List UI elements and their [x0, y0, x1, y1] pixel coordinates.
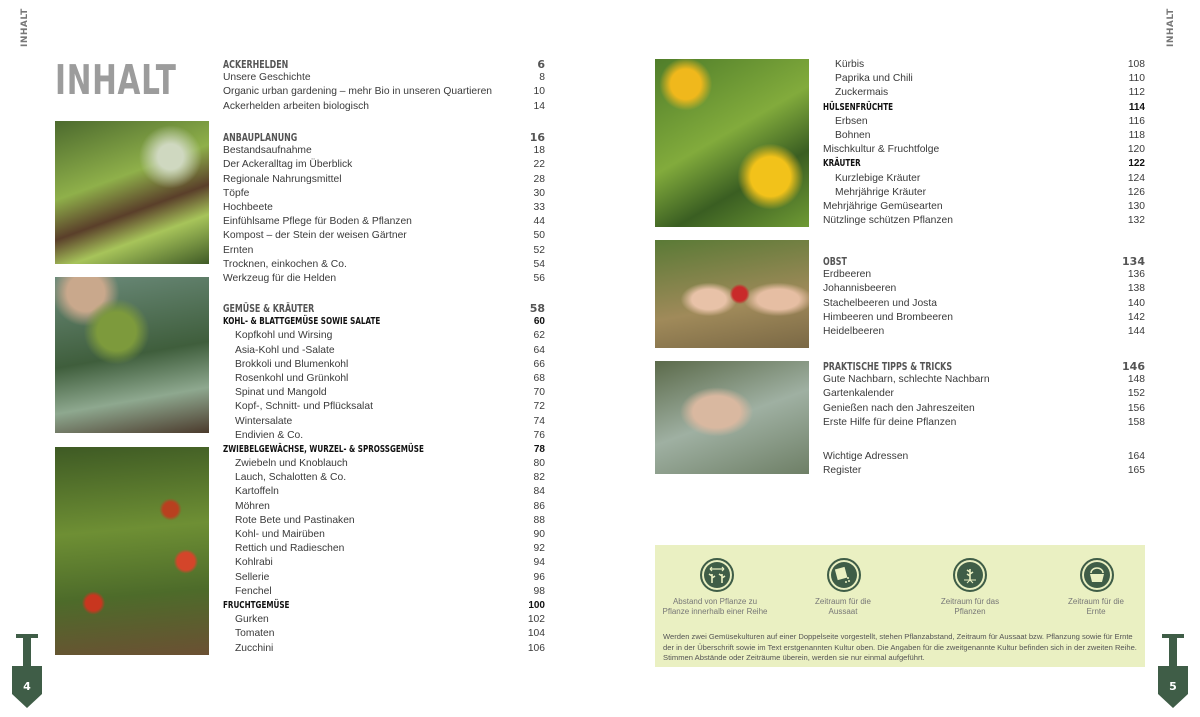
toc-page-number: 28 — [533, 173, 545, 185]
toc-entry-title: Rosenkohl und Grünkohl — [235, 372, 349, 384]
toc-page-number: 102 — [527, 614, 545, 626]
toc-page-number: 144 — [1127, 325, 1145, 337]
seedling-icon — [953, 558, 987, 592]
shovel-icon-left — [12, 634, 42, 708]
legend-caption-planting: Zeitraum für das Pflanzen — [940, 597, 1000, 616]
toc-page-number: 110 — [1128, 73, 1145, 85]
toc-page-number: 78 — [533, 443, 545, 455]
toc-entry[interactable] — [223, 556, 545, 570]
toc-entry[interactable] — [823, 72, 1145, 86]
legend-box — [655, 545, 1145, 667]
toc-entry-title: KOHL- & BLATTGEMÜSE SOWIE SALATE — [223, 316, 381, 328]
toc-page-number: 74 — [533, 415, 545, 427]
toc-entry[interactable] — [823, 297, 1145, 311]
toc-page-number: 122 — [1128, 158, 1145, 170]
toc-page-number: 66 — [533, 358, 545, 370]
toc-entry-title: Kartoffeln — [235, 486, 279, 498]
toc-entry[interactable] — [223, 272, 545, 286]
toc-page-number: 58 — [529, 302, 545, 315]
toc-entry[interactable] — [823, 143, 1145, 157]
toc-entry[interactable] — [223, 372, 545, 386]
toc-entry-title: Lauch, Schalotten & Co. — [235, 472, 347, 484]
toc-page-number: 6 — [537, 58, 545, 71]
toc-entry[interactable] — [823, 186, 1145, 200]
toc-page-number: 16 — [529, 131, 545, 144]
toc-entry-title: Zucchini — [235, 642, 274, 654]
toc-page-number: 156 — [1127, 402, 1145, 414]
toc-entry[interactable] — [823, 311, 1145, 325]
toc-page-number: 70 — [533, 387, 545, 399]
running-head-left: INHALT — [20, 8, 30, 47]
toc-entry-title: Himbeeren und Brombeeren — [823, 311, 953, 323]
toc-page-number: 158 — [1127, 416, 1145, 428]
toc-entry[interactable] — [823, 402, 1145, 416]
toc-entry-title: Spinat und Mangold — [235, 387, 327, 399]
toc-entry-title: Gurken — [235, 614, 269, 626]
toc-entry[interactable] — [223, 187, 545, 201]
toc-entry-title: Kohlrabi — [235, 557, 273, 569]
toc-page-number: 148 — [1127, 374, 1145, 386]
seed-packet-icon — [827, 558, 861, 592]
toc-section — [823, 58, 1145, 228]
toc-entry[interactable] — [223, 173, 545, 187]
legend-caption-harvest: Zeitraum für die Ernte — [1067, 597, 1125, 616]
running-head-right: INHALT — [1166, 8, 1176, 47]
toc-entry-title: Bestandsaufnahme — [223, 145, 312, 157]
toc-entry-title: Trocknen, einkochen & Co. — [223, 258, 347, 270]
toc-entry-title: Nützlinge schützen Pflanzen — [823, 215, 953, 227]
toc-entry-title: ANBAUPLANUNG — [223, 131, 298, 144]
toc-entry[interactable] — [223, 642, 545, 656]
toc-entry-title: Fenchel — [235, 585, 272, 597]
toc-entry[interactable] — [223, 386, 545, 400]
toc-entry[interactable] — [823, 172, 1145, 186]
photo-broccoli — [55, 277, 209, 433]
toc-page-number: 104 — [527, 628, 545, 640]
toc-entry[interactable] — [823, 268, 1145, 282]
toc-entry[interactable] — [823, 214, 1145, 228]
toc-page-number: 108 — [1127, 59, 1145, 70]
toc-entry[interactable] — [223, 244, 545, 258]
toc-entry-title: Mehrjährige Gemüsearten — [823, 200, 943, 212]
toc-page-number: 84 — [533, 486, 545, 498]
toc-entry-title: Werkzeug für die Helden — [223, 272, 337, 284]
toc-page-number: 134 — [1122, 255, 1145, 268]
toc-page-number: 124 — [1127, 172, 1145, 184]
toc-page-number: 152 — [1127, 388, 1145, 400]
toc-entry[interactable] — [823, 325, 1145, 339]
toc-entry[interactable] — [823, 282, 1145, 296]
toc-entry[interactable] — [223, 215, 545, 229]
toc-entry[interactable] — [223, 71, 545, 85]
toc-entry[interactable] — [223, 85, 545, 99]
toc-entry[interactable] — [823, 450, 1145, 464]
toc-entry[interactable] — [823, 416, 1145, 430]
toc-entry-title: Erbsen — [835, 115, 868, 127]
toc-page-number: 88 — [533, 514, 545, 526]
toc-section — [223, 301, 545, 656]
toc-page-number: 90 — [533, 529, 545, 541]
photo-strawberries — [655, 240, 809, 348]
toc-entry[interactable] — [823, 387, 1145, 401]
toc-entry-title: Zwiebeln und Knoblauch — [235, 458, 348, 470]
toc-page-number: 86 — [533, 500, 545, 512]
toc-entry[interactable] — [223, 485, 545, 499]
toc-entry[interactable] — [223, 429, 545, 443]
toc-entry[interactable] — [823, 464, 1145, 478]
toc-entry-title: Möhren — [235, 500, 270, 512]
toc-entry[interactable] — [223, 585, 545, 599]
toc-page-number: 80 — [533, 458, 545, 470]
toc-section — [823, 254, 1145, 339]
photo-net-covering — [655, 361, 809, 474]
toc-entry[interactable] — [223, 514, 545, 528]
toc-subchapter[interactable] — [223, 315, 545, 329]
toc-entry-title: Ernten — [223, 244, 254, 256]
toc-entry-title: GEMÜSE & KRÄUTER — [223, 302, 315, 315]
toc-entry-title: Zuckermais — [835, 87, 889, 99]
toc-entry[interactable] — [223, 258, 545, 272]
toc-page-number: 54 — [533, 258, 545, 270]
toc-page-number: 33 — [533, 201, 545, 213]
toc-page-number: 146 — [1122, 360, 1145, 373]
toc-entry[interactable] — [223, 344, 545, 358]
toc-entry-title: Gartenkalender — [823, 388, 894, 400]
toc-entry[interactable] — [223, 158, 545, 172]
toc-entry-title: Stachelbeeren und Josta — [823, 297, 937, 309]
toc-entry-title: Erste Hilfe für deine Pflanzen — [823, 416, 957, 428]
toc-page-number: 92 — [533, 543, 545, 555]
toc-section — [823, 450, 1145, 478]
toc-entry[interactable] — [823, 129, 1145, 143]
toc-entry[interactable] — [223, 528, 545, 542]
toc-entry[interactable] — [223, 627, 545, 641]
legend-caption-spacing: Abstand von Pflanze zu Pflanze innerhalb einer Reihe — [662, 597, 768, 616]
toc-entry-title: Rote Bete und Pastinaken — [235, 514, 355, 526]
toc-page-number: 142 — [1127, 311, 1145, 323]
toc-page-number: 132 — [1127, 215, 1145, 227]
toc-page-number: 94 — [533, 557, 545, 569]
toc-page-number: 136 — [1127, 269, 1145, 281]
toc-entry-title: Endivien & Co. — [235, 429, 304, 441]
toc-page-number: 126 — [1127, 186, 1145, 198]
toc-entry[interactable] — [223, 329, 545, 343]
toc-entry-title: Asia-Kohl und -Salate — [235, 344, 335, 356]
toc-entry[interactable] — [223, 542, 545, 556]
toc-page-number: 64 — [533, 344, 545, 356]
toc-entry-title: Paprika und Chili — [835, 73, 913, 85]
toc-page-number: 140 — [1127, 297, 1145, 309]
toc-entry-title: Organic urban gardening – mehr Bio in unseren Quartieren — [223, 86, 493, 98]
toc-entry-title: KRÄUTER — [823, 158, 861, 170]
toc-page-number: 76 — [533, 429, 545, 441]
page-number-right: 5 — [1169, 680, 1177, 693]
toc-entry[interactable] — [223, 400, 545, 414]
toc-entry[interactable] — [223, 229, 545, 243]
toc-page-number: 52 — [533, 244, 545, 256]
toc-entry-title: PRAKTISCHE TIPPS & TRICKS — [823, 360, 953, 373]
toc-page-number: 118 — [1128, 129, 1145, 141]
toc-entry[interactable] — [223, 457, 545, 471]
toc-entry-title: Tomaten — [235, 628, 275, 640]
toc-entry-title: Kopf-, Schnitt- und Pflücksalat — [235, 401, 373, 413]
toc-page-number: 30 — [533, 187, 545, 199]
toc-entry-title: Wichtige Adressen — [823, 451, 909, 462]
toc-page-number: 14 — [533, 100, 545, 112]
toc-entry-title: Gute Nachbarn, schlechte Nachbarn — [823, 374, 990, 386]
toc-entry-title: HÜLSENFRÜCHTE — [823, 101, 894, 113]
toc-entry-title: Johannisbeeren — [823, 283, 897, 295]
toc-page-number: 165 — [1127, 465, 1145, 477]
toc-page-number: 82 — [533, 472, 545, 484]
toc-subchapter[interactable] — [823, 101, 1145, 115]
legend-caption-sowing: Zeitraum für die Aussaat — [814, 597, 872, 616]
legend-note: Werden zwei Gemüsekulturen auf einer Doppelseite vorgestellt, stehen Pflanzabstand, Zeitraum für Aussaat bzw. Pflanzung sowie für Ernte der in der Überschrift sowie im Text erstgenannten Kultur oben. Die Angaben für die zweitgenannte Kultur befinden sich in der zweiten Reihe. Stimmen Abstände oder Zeiträume überein, werden sie nur einmal aufgeführt. — [663, 632, 1137, 663]
toc-page-number: 50 — [533, 230, 545, 242]
toc-entry-title: Regionale Nahrungsmittel — [223, 173, 342, 185]
toc-page-number: 8 — [539, 72, 545, 84]
toc-entry-title: ACKERHELDEN — [223, 58, 289, 71]
toc-entry[interactable] — [223, 144, 545, 158]
toc-subchapter[interactable] — [223, 443, 545, 457]
toc-entry-title: Der Ackeralltag im Überblick — [223, 159, 353, 171]
toc-section — [223, 57, 545, 114]
toc-entry[interactable] — [823, 373, 1145, 387]
toc-entry-title: Kompost – der Stein der weisen Gärtner — [223, 230, 407, 242]
toc-page-number: 10 — [533, 86, 545, 98]
toc-entry-title: Sellerie — [235, 571, 270, 583]
toc-entry[interactable] — [823, 115, 1145, 129]
toc-page-number: 106 — [527, 642, 545, 654]
toc-entry[interactable] — [823, 86, 1145, 100]
toc-entry-title: Kurzlebige Kräuter — [835, 172, 921, 184]
photo-tomatoes — [55, 447, 209, 655]
toc-entry-title: Kopfkohl und Wirsing — [235, 330, 333, 342]
toc-page-number: 62 — [533, 330, 545, 342]
toc-entry[interactable] — [223, 571, 545, 585]
toc-entry-title: Wintersalate — [235, 415, 293, 427]
toc-entry-title: Unsere Geschichte — [223, 72, 311, 84]
toc-entry-title: FRUCHTGEMÜSE — [223, 599, 290, 611]
toc-entry-title: Töpfe — [223, 187, 250, 199]
toc-page-number: 44 — [533, 216, 545, 228]
toc-page-number: 116 — [1128, 115, 1145, 127]
toc-page-number: 114 — [1128, 101, 1145, 113]
toc-entry-title: Rettich und Radieschen — [235, 543, 345, 555]
toc-entry-title: Kürbis — [835, 59, 865, 70]
toc-page-number: 120 — [1127, 144, 1145, 156]
toc-entry-title: Hochbeete — [223, 201, 273, 213]
toc-page-number: 98 — [533, 585, 545, 597]
toc-entry[interactable] — [223, 100, 545, 114]
toc-entry[interactable] — [223, 201, 545, 215]
toc-entry[interactable] — [223, 415, 545, 429]
toc-page-number: 138 — [1127, 283, 1145, 295]
toc-section — [223, 130, 545, 286]
toc-entry-title: Bohnen — [835, 129, 871, 141]
toc-entry[interactable] — [223, 613, 545, 627]
page-title: INHALT — [55, 56, 177, 104]
toc-entry[interactable] — [223, 500, 545, 514]
toc-page-number: 164 — [1127, 451, 1145, 462]
toc-page-number: 112 — [1128, 87, 1145, 99]
toc-entry-title: OBST — [823, 255, 847, 268]
toc-entry[interactable] — [223, 358, 545, 372]
shovel-icon-right — [1158, 634, 1188, 708]
toc-entry-title: Mischkultur & Fruchtfolge — [823, 144, 940, 156]
toc-page-number: 130 — [1127, 200, 1145, 212]
toc-subchapter[interactable] — [823, 157, 1145, 171]
toc-page-number: 60 — [533, 316, 545, 328]
toc-subchapter[interactable] — [223, 599, 545, 613]
photo-garden-beds — [55, 121, 209, 264]
toc-page-number: 96 — [533, 571, 545, 583]
toc-entry-title: ZWIEBELGEWÄCHSE, WURZEL- & SPROSSGEMÜSE — [223, 443, 424, 455]
toc-entry-title: Ackerhelden arbeiten biologisch — [223, 100, 369, 112]
toc-entry-title: Erdbeeren — [823, 269, 872, 281]
toc-entry-title: Brokkoli und Blumenkohl — [235, 358, 349, 370]
page-number-left: 4 — [23, 680, 31, 693]
toc-page-number: 56 — [533, 272, 545, 284]
plant-spacing-icon — [700, 558, 734, 592]
toc-page-number: 18 — [533, 145, 545, 157]
toc-section — [823, 359, 1145, 430]
toc-entry-title: Mehrjährige Kräuter — [835, 186, 926, 198]
toc-entry[interactable] — [823, 58, 1145, 72]
toc-entry-title: Kohl- und Mairüben — [235, 529, 325, 541]
toc-entry-title: Register — [823, 465, 862, 477]
toc-page-number: 68 — [533, 372, 545, 384]
toc-entry[interactable] — [823, 200, 1145, 214]
toc-entry[interactable] — [223, 471, 545, 485]
toc-page-number: 100 — [528, 599, 545, 611]
toc-page-number: 22 — [533, 159, 545, 171]
toc-page-number: 72 — [533, 401, 545, 413]
photo-squash-flowers — [655, 59, 809, 227]
toc-entry-title: Genießen nach den Jahreszeiten — [823, 402, 975, 414]
toc-entry-title: Einfühlsame Pflege für Boden & Pflanzen — [223, 216, 412, 228]
harvest-basket-icon — [1080, 558, 1114, 592]
toc-entry-title: Heidelbeeren — [823, 325, 885, 337]
